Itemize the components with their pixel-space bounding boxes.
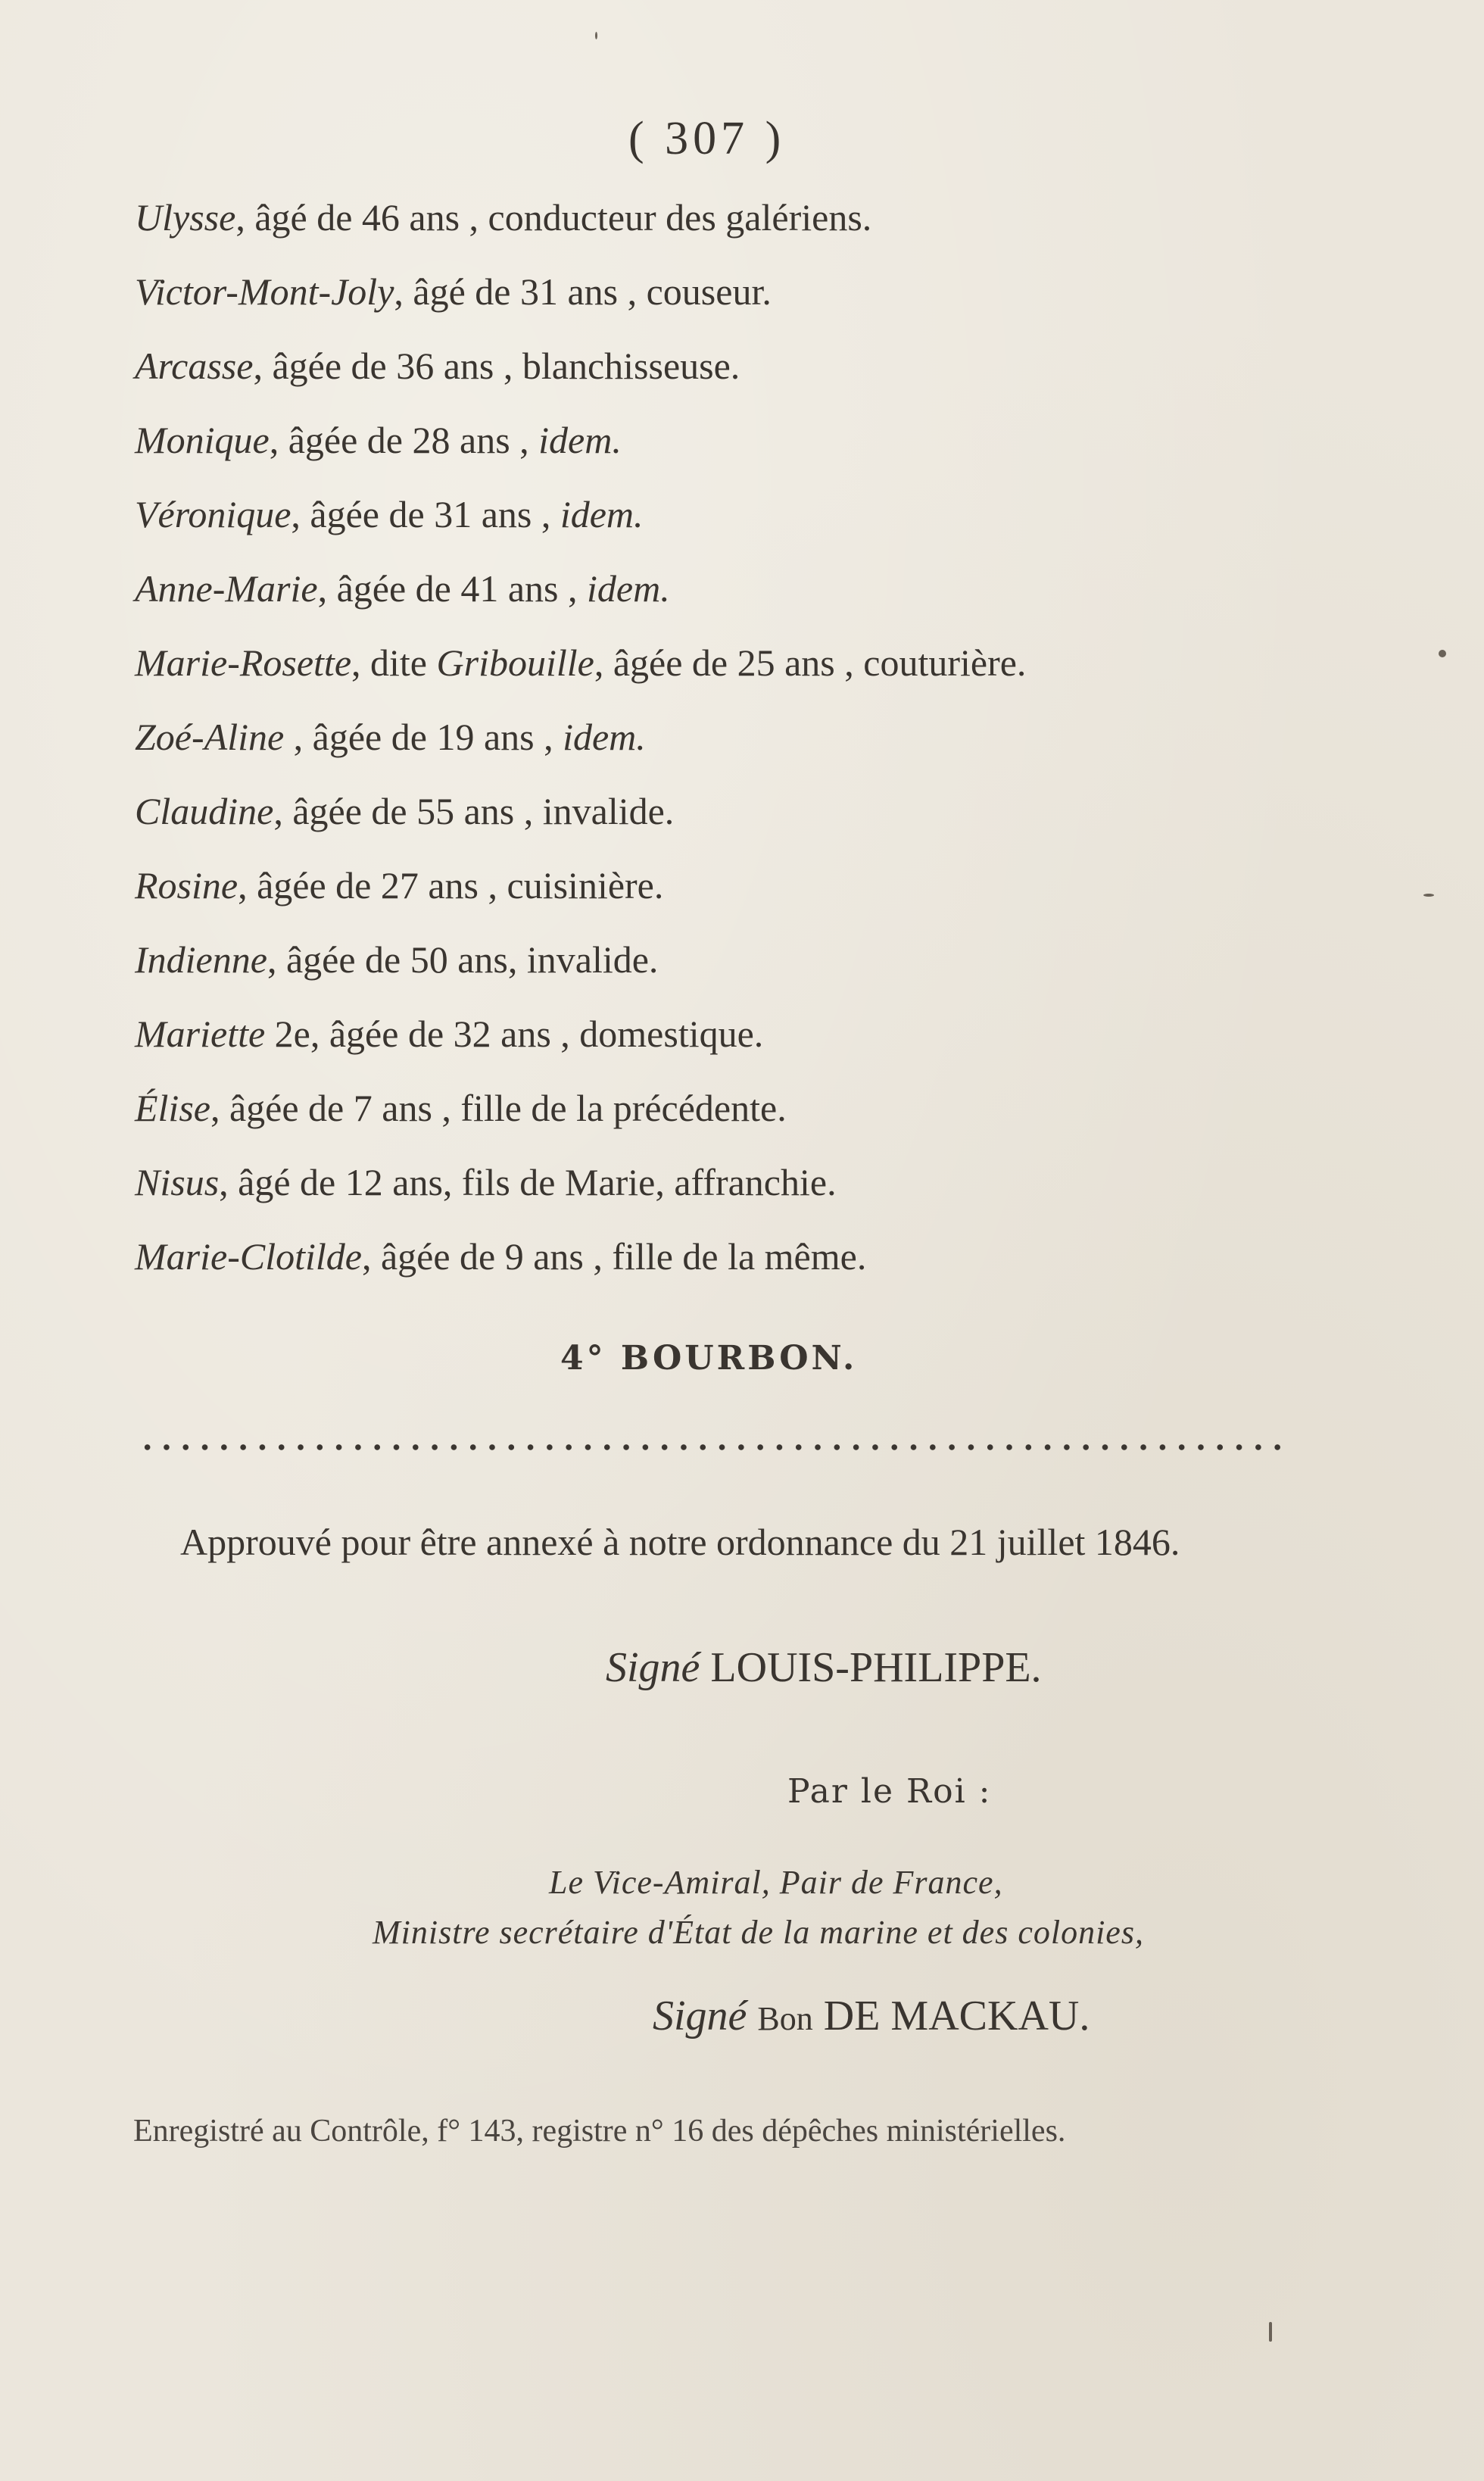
king-name: LOUIS-PHILIPPE. xyxy=(710,1644,1042,1691)
speck xyxy=(595,32,597,39)
entry-details: , âgée de 31 ans , xyxy=(291,493,560,535)
entry-name: Zoé-Aline xyxy=(135,716,285,758)
signed-word: Signé xyxy=(653,1993,747,2039)
speck xyxy=(1269,2322,1272,2342)
list-item xyxy=(135,774,1346,848)
entry-name: Rosine xyxy=(135,864,238,907)
entry-details: , âgée de 55 ans , invalide. xyxy=(273,790,675,832)
entry-details: , âgée de 19 ans , xyxy=(284,716,563,758)
entry-details: , âgée de 7 ans , fille de la précédente. xyxy=(210,1087,787,1129)
registration-note: Enregistré au Contrôle, f° 143, registre n° 16 des dépêches ministérielles. xyxy=(133,2114,1066,2149)
minister-title-line-1: Le Vice-Amiral, Pair de France, xyxy=(549,1864,1003,1901)
speck xyxy=(1439,650,1446,657)
king-signature xyxy=(606,1643,1042,1692)
section-heading: 4° BOURBON. xyxy=(560,1339,858,1378)
list-item xyxy=(135,1219,1346,1294)
entry-name: Anne-Marie xyxy=(135,567,318,610)
speck xyxy=(1423,894,1434,897)
list-item xyxy=(135,848,1346,922)
list-item xyxy=(135,1071,1346,1145)
entry-name: Claudine xyxy=(135,790,274,832)
entry-occupation: idem. xyxy=(587,567,670,610)
list-item xyxy=(135,180,1346,254)
entry-name: Ulysse xyxy=(135,196,236,239)
approval-text: Approuvé pour être annexé à notre ordonnance du 21 juillet 1846. xyxy=(180,1521,1180,1563)
entry-name: Victor-Mont-Joly xyxy=(135,270,394,313)
list-item xyxy=(135,1145,1346,1219)
entry-details: , âgé de 46 ans , conducteur des galériens. xyxy=(235,196,872,239)
minister-name: DE MACKAU. xyxy=(823,1993,1090,2039)
entry-details: 2e, âgée de 32 ans , domestique. xyxy=(265,1013,764,1055)
list-item xyxy=(135,254,1346,329)
entry-details: , âgée de 41 ans , xyxy=(317,567,587,610)
minister-signature xyxy=(653,1992,1090,2040)
list-item xyxy=(135,626,1346,700)
entry-name: Arcasse xyxy=(135,345,254,387)
par-le-roi: Par le Roi : xyxy=(787,1772,992,1811)
entry-details: , âgée de 27 ans , cuisinière. xyxy=(238,864,664,907)
dotted-separator xyxy=(138,1443,1289,1452)
entry-name: Indienne xyxy=(135,938,267,981)
list-item xyxy=(135,329,1346,403)
list-item xyxy=(135,551,1346,626)
signed-word: Signé xyxy=(606,1644,700,1691)
list-item xyxy=(135,477,1346,551)
list-item xyxy=(135,403,1346,477)
entry-name: Monique xyxy=(135,419,270,461)
entry-name: Marie-Clotilde xyxy=(135,1235,362,1278)
entry-occupation: idem. xyxy=(563,716,646,758)
entry-details: , âgé de 31 ans , couseur. xyxy=(394,270,772,313)
baron-abbreviation: Bon xyxy=(757,2000,813,2037)
entry-details: , âgé de 12 ans, fils de Marie, affranchie. xyxy=(219,1161,837,1203)
entry-name: Élise xyxy=(135,1087,210,1129)
list-item xyxy=(135,922,1346,997)
entry-details-2: , âgée de 25 ans , couturière. xyxy=(594,641,1027,684)
entry-details: , âgée de 36 ans , blanchisseuse. xyxy=(253,345,740,387)
entry-name: Mariette xyxy=(135,1013,266,1055)
entry-occupation: idem. xyxy=(560,493,644,535)
minister-title-line-2: Ministre secrétaire d'État de la marine et des colonies, xyxy=(373,1914,1144,1951)
entry-details: , âgée de 50 ans, invalide. xyxy=(267,938,659,981)
entry-list xyxy=(135,180,1346,1294)
page-number: ( 307 ) xyxy=(628,113,786,164)
entry-occupation: idem. xyxy=(538,419,622,461)
entry-name: Véronique xyxy=(135,493,292,535)
list-item xyxy=(135,700,1346,774)
entry-name: Nisus xyxy=(135,1161,220,1203)
list-item xyxy=(135,997,1346,1071)
entry-details: , âgée de 9 ans , fille de la même. xyxy=(361,1235,867,1278)
entry-details: , âgée de 28 ans , xyxy=(269,419,539,461)
entry-details: , dite xyxy=(351,641,437,684)
entry-alias: Gribouille xyxy=(436,641,594,684)
entry-name: Marie-Rosette xyxy=(135,641,352,684)
